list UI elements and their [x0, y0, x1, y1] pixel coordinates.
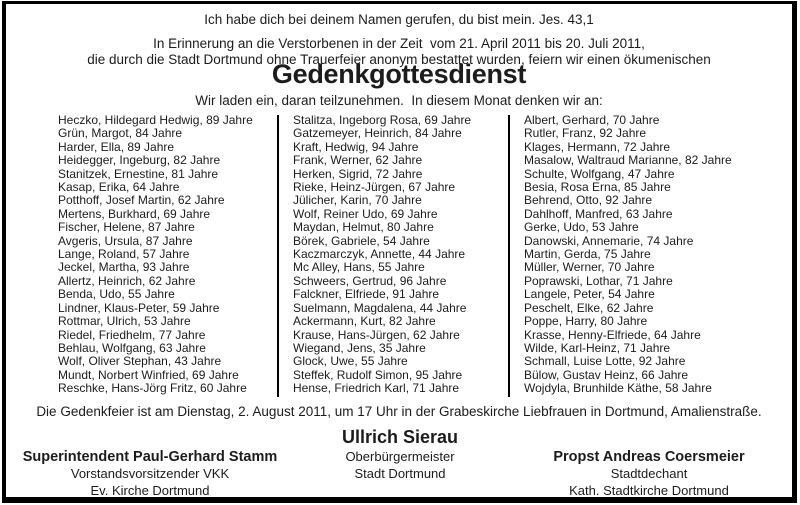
intro-line-1: In Erinnerung an die Verstorbenen in der Zeit vom 21. April 2011 bis 20. Juli 2011,	[153, 36, 645, 51]
memorial-notice-frame	[2, 1, 797, 503]
deceased-entry: Wiegand, Jens, 35 Jahre	[293, 340, 426, 355]
deceased-entry: Herken, Sigrid, 72 Jahre	[293, 166, 423, 181]
deceased-entry: Allertz, Heinrich, 62 Jahre	[58, 273, 196, 288]
deceased-entry: Kraft, Hedwig, 94 Jahre	[293, 139, 419, 154]
deceased-entry: Steffek, Rudolf Simon, 95 Jahre	[293, 367, 463, 382]
signature-mayor-role: Oberbürgermeister	[345, 449, 455, 464]
deceased-entry: Kasap, Erika, 64 Jahre	[58, 180, 180, 195]
deceased-entry: Maydan, Helmut, 80 Jahre	[293, 220, 434, 235]
deceased-entry: Schmall, Luise Lotte, 92 Jahre	[524, 354, 686, 369]
deceased-entry: Albert, Gerhard, 70 Jahre	[524, 113, 660, 127]
deceased-entry: Falckner, Elfriede, 91 Jahre	[293, 287, 440, 302]
deceased-entry: Schweers, Gertrud, 96 Jahre	[293, 273, 447, 288]
deceased-entry: Heidegger, Ingeburg, 82 Jahre	[58, 153, 221, 168]
deceased-entry: Jülicher, Karin, 70 Jahre	[293, 193, 422, 208]
names-column-2	[279, 114, 508, 396]
deceased-entry: Grün, Margot, 84 Jahre	[58, 126, 183, 141]
deceased-entry: Behlau, Wolfgang, 63 Jahre	[58, 340, 206, 355]
invitation-line: Wir laden ein, daran teilzunehmen. In diesem Monat denken wir an:	[195, 93, 603, 108]
names-column-1	[6, 114, 277, 396]
names-column-3	[510, 114, 792, 396]
deceased-entry: Kaczmarczyk, Annette, 44 Jahre	[293, 247, 466, 262]
deceased-entry: Schulte, Wolfgang, 47 Jahre	[524, 166, 675, 181]
deceased-entry: Avgeris, Ursula, 87 Jahre	[58, 233, 193, 248]
signature-mayor-block	[294, 449, 506, 483]
signature-right-block	[506, 449, 792, 499]
deceased-entry: Reschke, Hans-Jörg Fritz, 60 Jahre	[58, 381, 247, 396]
deceased-entry: Stanitzek, Ernestine, 81 Jahre	[58, 166, 219, 181]
deceased-entry: Mertens, Burkhard, 69 Jahre	[58, 206, 211, 221]
deceased-entry: Stalitza, Ingeborg Rosa, 69 Jahre	[293, 113, 472, 127]
deceased-entry: Lange, Roland, 57 Jahre	[58, 247, 190, 262]
signature-left-org: Ev. Kirche Dortmund	[90, 482, 210, 498]
intro-line-2: die durch die Stadt Dortmund ohne Trauerfeier anonym bestattet wurden, feiern wir einen ökumenischen	[87, 52, 711, 67]
deceased-entry: Krause, Hans-Jürgen, 62 Jahre	[293, 327, 460, 342]
deceased-entry: Wolf, Oliver Stephan, 43 Jahre	[58, 354, 222, 369]
deceased-entry: Lindner, Klaus-Peter, 59 Jahre	[58, 300, 220, 315]
signature-right-name: Propst Andreas Coersmeier	[553, 449, 745, 465]
deceased-entry: Gatzemeyer, Heinrich, 84 Jahre	[293, 126, 462, 141]
notice-title: Gedenkgottesdienst	[271, 59, 527, 89]
deceased-entry: Masalow, Waltraud Marianne, 82 Jahre	[524, 153, 732, 168]
deceased-entry: Benda, Udo, 55 Jahre	[58, 287, 175, 302]
ceremony-details: Die Gedenkfeier ist am Dienstag, 2. August 2011, um 17 Uhr in der Grabeskirche Liebfrauen in Dortmund, Amalienstraße.	[36, 404, 762, 419]
deceased-entry: Martin, Gerda, 75 Jahre	[524, 247, 651, 262]
deceased-entry: Jeckel, Martha, 93 Jahre	[58, 260, 190, 275]
deceased-entry: Dahlhoff, Manfred, 63 Jahre	[524, 206, 673, 221]
deceased-entry: Besia, Rosa Erna, 85 Jahre	[524, 180, 671, 195]
deceased-entry: Harder, Ella, 89 Jahre	[58, 139, 175, 154]
deceased-entry: Heczko, Hildegard Hedwig, 89 Jahre	[58, 113, 253, 127]
deceased-entry: Wolf, Reiner Udo, 69 Jahre	[293, 206, 438, 221]
deceased-entry: Hense, Friedrich Karl, 71 Jahre	[293, 381, 460, 396]
signature-left-role: Vorstandsvorsitzender VKK	[70, 465, 230, 481]
deceased-entry: Mc Alley, Hans, 55 Jahre	[293, 260, 425, 275]
signature-mayor-name: Ullrich Sierau	[341, 427, 459, 447]
deceased-entry: Poprawski, Lothar, 71 Jahre	[524, 273, 673, 288]
deceased-entry: Gerke, Udo, 53 Jahre	[524, 220, 639, 235]
deceased-names-section	[6, 114, 792, 397]
deceased-entry: Rieke, Heinz-Jürgen, 67 Jahre	[293, 180, 456, 195]
deceased-entry: Müller, Werner, 70 Jahre	[524, 260, 655, 275]
deceased-entry: Frank, Werner, 62 Jahre	[293, 153, 423, 168]
deceased-entry: Bülow, Gustav Heinz, 66 Jahre	[524, 367, 689, 382]
signature-right-org: Kath. Stadtkirche Dortmund	[569, 482, 729, 498]
deceased-entry: Börek, Gabriele, 54 Jahre	[293, 233, 430, 248]
scripture-quote: Ich habe dich bei deinem Namen gerufen, du bist mein. Jes. 43,1	[204, 12, 594, 27]
deceased-entry: Peschelt, Elke, 62 Jahre	[524, 300, 654, 315]
deceased-entry: Danowski, Annemarie, 74 Jahre	[524, 233, 694, 248]
deceased-entry: Behrend, Otto, 92 Jahre	[524, 193, 653, 208]
signature-right-role: Stadtdechant	[610, 465, 688, 481]
signature-left-name: Superintendent Paul-Gerhard Stamm	[22, 449, 278, 465]
deceased-entry: Rottmar, Ulrich, 53 Jahre	[58, 314, 191, 329]
signature-mayor-org: Stadt Dortmund	[354, 465, 446, 481]
deceased-entry: Poppe, Harry, 80 Jahre	[524, 314, 648, 329]
deceased-entry: Riedel, Friedhelm, 77 Jahre	[58, 327, 206, 342]
deceased-entry: Fischer, Helene, 87 Jahre	[58, 220, 195, 235]
signature-left-block	[6, 449, 294, 499]
deceased-entry: Potthoff, Josef Martin, 62 Jahre	[58, 193, 225, 208]
deceased-entry: Rutler, Franz, 92 Jahre	[524, 126, 647, 141]
deceased-entry: Klages, Hermann, 72 Jahre	[524, 139, 671, 154]
signatures-row	[6, 449, 792, 499]
deceased-entry: Suelmann, Magdalena, 44 Jahre	[293, 300, 467, 315]
deceased-entry: Langele, Peter, 54 Jahre	[524, 287, 655, 302]
deceased-entry: Wojdyla, Brunhilde Käthe, 58 Jahre	[524, 381, 712, 396]
deceased-entry: Ackermann, Kurt, 82 Jahre	[293, 314, 436, 329]
deceased-entry: Wilde, Karl-Heinz, 71 Jahre	[524, 340, 671, 355]
deceased-entry: Mundt, Norbert Winfried, 69 Jahre	[58, 367, 239, 382]
deceased-entry: Krasse, Henny-Elfriede, 64 Jahre	[524, 327, 701, 342]
deceased-entry: Glock, Uwe, 55 Jahre	[293, 354, 408, 369]
